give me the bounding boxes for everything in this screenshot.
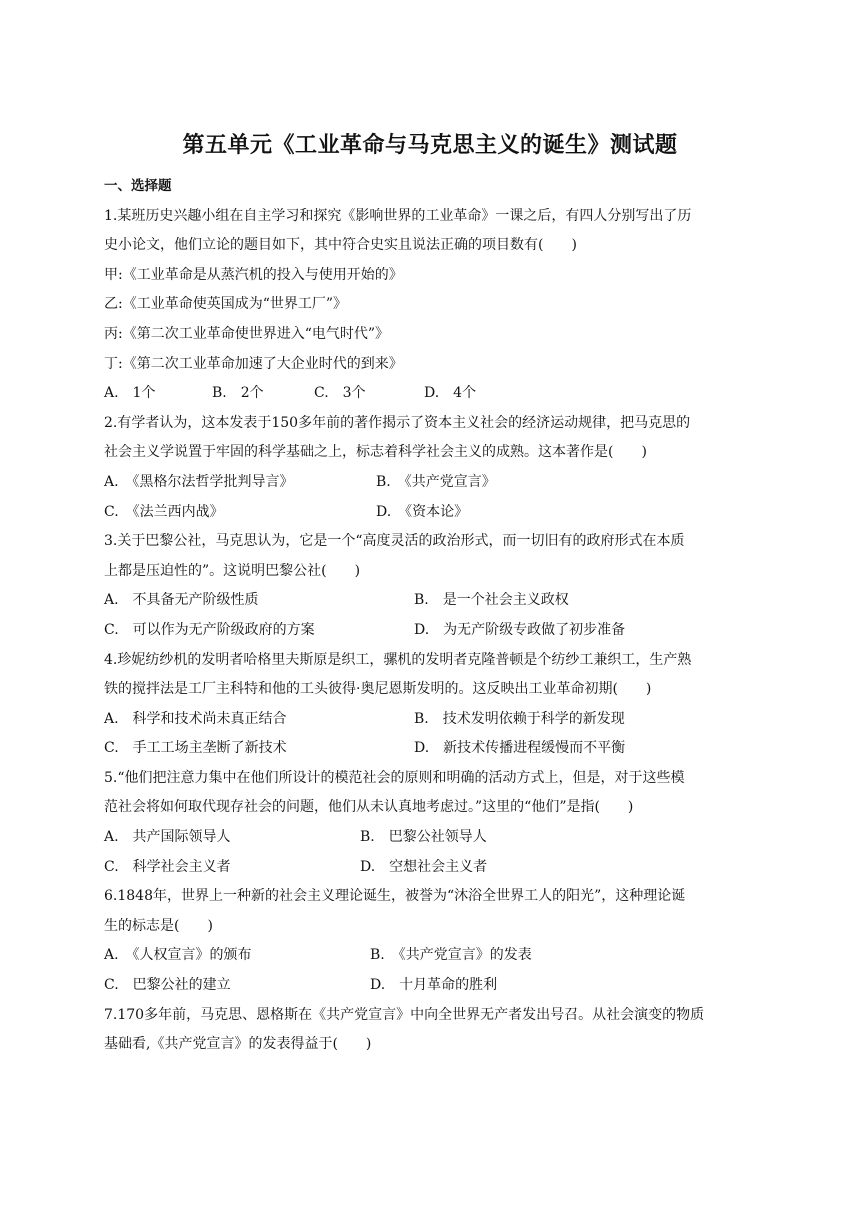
option-d: D. 新技术传播进程缓慢而不平衡 [414,740,626,757]
option-d: D. 十月革命的胜利 [370,977,498,994]
option-d: D. 空想社会主义者 [360,858,488,875]
statement-item: 丁:《第二次工业革命加速了大企业时代的到来》 [104,355,403,372]
question-stem: 3.关于巴黎公社，马克思认为，它是一个“高度灵活的政治形式，而一切旧有的政府形式在本质 [104,533,685,550]
answer-options [104,853,764,883]
question-stem: 2.有学者认为，这本发表于150多年前的著作揭示了资本主义社会的经济运动规律，把马克思的 [104,414,691,431]
option-b: B. 2个 [212,385,264,402]
question-7 [104,1001,764,1060]
question-stem: 1.某班历史兴趣小组在自主学习和探究《影响世界的工业革命》一课之后，有四人分别写出了历 [104,207,692,224]
answer-options [104,941,764,971]
question-stem: 社会主义学说置于牢固的科学基础之上，标志着科学社会主义的成熟。这本著作是( ) [104,444,647,461]
option-c: C. 《法兰西内战》 [104,503,224,520]
question-2 [104,409,764,527]
option-d: D. 《资本论》 [376,503,469,520]
statement-item: 乙:《工业革命使英国成为“世界工厂”》 [104,296,348,313]
option-a: A. 《黑格尔法哲学批判导言》 [104,473,294,490]
option-c: C. 3个 [314,385,366,402]
option-c: C. 巴黎公社的建立 [104,977,231,994]
section-heading: 一、选择题 [104,178,172,194]
option-d: D. 4个 [424,385,477,402]
option-a: A. 《人权宣言》的颁布 [104,947,252,964]
question-stem: 生的标志是( ) [104,917,213,934]
question-6 [104,882,764,1000]
answer-options [104,379,764,409]
question-3 [104,527,764,645]
option-b: B. 是一个社会主义政权 [414,592,569,609]
answer-options [104,971,764,1001]
option-c: C. 手工工场主垄断了新技术 [104,740,287,757]
question-stem: 铁的搅拌法是工厂主科特和他的工头彼得·奥尼恩斯发明的。这反映出工业革命初期( ) [104,681,652,698]
answer-options [104,586,764,616]
option-b: B. 技术发明依赖于科学的新发现 [414,710,625,727]
option-a: A. 科学和技术尚未真正结合 [104,710,287,727]
option-c: C. 科学社会主义者 [104,858,231,875]
option-a: A. 不具备无产阶级性质 [104,592,259,609]
answer-options [104,823,764,853]
answer-options [104,616,764,646]
answer-options [104,705,764,735]
question-4 [104,646,764,764]
option-d: D. 为无产阶级专政做了初步准备 [414,621,626,638]
question-stem: 史小论文，他们立论的题目如下，其中符合史实且说法正确的项目数有( ) [104,237,577,254]
question-stem: 4.珍妮纺纱机的发明者哈格里夫斯原是织工，骡机的发明者克隆普顿是个纺纱工兼织工，生产熟 [104,651,692,668]
question-1 [104,202,764,409]
option-b: B. 巴黎公社领导人 [360,829,487,846]
answer-options [104,498,764,528]
question-stem: 范社会将如何取代现存社会的问题，他们从未认真地考虑过。”这里的“他们”是指( ) [104,799,634,816]
option-a: A. 共产国际领导人 [104,829,231,846]
question-stem: 上都是压迫性的”。这说明巴黎公社( ) [104,562,361,579]
option-b: B. 《共产党宣言》 [376,473,496,490]
question-stem: 5.“他们把注意力集中在他们所设计的模范社会的原则和明确的活动方式上，但是，对于这些模 [104,769,685,786]
option-a: A. 1个 [104,385,156,402]
exam-content [104,172,764,1060]
option-c: C. 可以作为无产阶级政府的方案 [104,621,315,638]
question-stem: 基础看,《共产党宣言》的发表得益于( ) [104,1036,372,1053]
answer-options [104,468,764,498]
page-title: 第五单元《工业革命与马克思主义的诞生》测试题 [182,133,678,158]
question-stem: 7.170多年前，马克思、恩格斯在《共产党宣言》中向全世界无产者发出号召。从社会演变的物质 [104,1006,705,1023]
question-5 [104,764,764,882]
statement-item: 丙:《第二次工业革命使世界进入“电气时代”》 [104,325,390,342]
answer-options [104,734,764,764]
question-stem: 6.1848年，世界上一种新的社会主义理论诞生，被誉为“沐浴全世界工人的阳光”，这种理论诞 [104,888,686,905]
option-b: B. 《共产党宣言》的发表 [370,947,532,964]
statement-item: 甲:《工业革命是从蒸汽机的投入与使用开始的》 [104,266,403,283]
